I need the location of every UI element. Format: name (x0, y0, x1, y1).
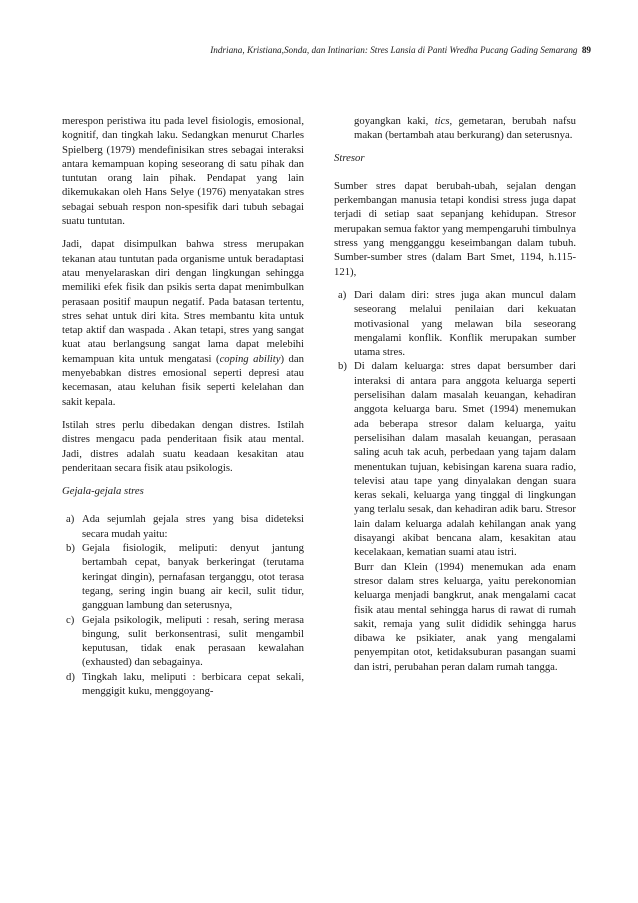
symptom-list (62, 512, 304, 698)
text-run: ) dan menyebabkan distres emosional seperti depresi atau kecemasan, atau keluhan fisik seperti kelelahan dan sakit kepala. (62, 352, 304, 408)
running-title: Indriana, Kristiana,Sonda, dan Intinarian: Stres Lansia di Panti Wredha Pucang Gading Semarang (210, 45, 578, 55)
italic-term: coping ability (219, 352, 281, 365)
section-heading-gejala: Gejala-gejala stres (62, 485, 144, 498)
list-continuation (334, 114, 576, 143)
italic-term: tics (434, 115, 450, 127)
list-label: b) (66, 542, 75, 555)
list-text: Gejala fisiologik, meliputi: denyut jantung bertambah cepat, banyak berkeringat (terutama keringat dingin), pernafasan terganggu, otot terasa tegang, sering ingin buang air kecil, sulit tidur, gangguan lambung dan seterusnya, (82, 542, 304, 612)
list-text: Burr dan Klein (1994) menemukan ada enam stresor dalam stres keluarga, yaitu perekonomian keluarga menjadi bangkrut, anak mengalami cacat fisik atau mental sehingga harus di rawat di rumah sakit, remaja yang sulit dididik sehingga harus dibawa ke psikiater, anak yang mengalami penyempitan otot, ketidaksuburan pasangan suami dan istri, perubahan peran dalam rumah tangga. (354, 560, 576, 673)
paragraph: Sumber stres dapat berubah-ubah, sejalan dengan perkembangan manusia tetapi kondisi stress juga dapat terjadi di setiap saat sepanjang kehidupan. Stresor merupakan semua faktor yang mempengaruhi timbulnya stress yang mengganggu keseimbangan dalam tubuh. Sumber-sumber stres (dalam Bart Smet, 1194, h.115-121), (334, 179, 576, 278)
list-item (62, 670, 304, 699)
list-label: c) (66, 613, 75, 626)
right-column (334, 114, 576, 674)
list-item (62, 512, 304, 541)
paragraph (62, 237, 304, 409)
section-heading-stresor: Stresor (334, 151, 365, 164)
list-text: Dari dalam diri: stres juga akan muncul dalam seseorang melalui penilaian dari kekuatan motivasional yang melawan bila seseorang mengalami konflik. Konflik merupakan sumber utama stres. (354, 288, 576, 359)
paragraph: Istilah stres perlu dibedakan dengan distres. Istilah distres mengacu pada penderitaan fisik atau mental. Jadi, distres adalah suatu keadaan kesakitan atau penderitaan secara fisik atau psikologis. (62, 418, 304, 474)
list-label: a) (338, 288, 347, 301)
stressor-list (334, 288, 576, 674)
left-column (62, 114, 304, 698)
text-run: goyangkan kaki, (354, 115, 435, 127)
list-text: Gejala psikologik, meliputi : resah, sering merasa bingung, sulit berkonsentrasi, sulit mengambil keputusan, tidak enak perasaan kewalahan (exhausted) dan sebagainya. (82, 613, 304, 669)
text-run: , gemetaran, berubah nafsu makan (bertambah atau berkurang) dan seterusnya. (354, 115, 577, 142)
list-item (62, 541, 304, 612)
list-text: Ada sejumlah gejala stres yang bisa dideteksi secara mudah yaitu: (82, 513, 304, 540)
list-text: Di dalam keluarga: stres dapat bersumber dari interaksi di antara para anggota keluarga seperti perselisihan dalam masalah keuangan, kehadiran anggota keluarga baru. Smet (1994) menemukan ada beberapa stresor dalam keluarga, yaitu perselisihan dalam masalah keuangan, perasaan saling acuh tak acuh, perbedaan yang tajam dalam menentukan tujuan, kebisingan karena suara radio, televisi atau tape yang dinyalakan dengan suara keras sekali, keluarga yang tinggal di lingkungan yang terlalu sesak, dan kehadiran adik baru. Stresor lain dalam keluarga adalah kehilangan anak yang disayangi akibat bencana alam, kesakitan atau kecelakaan, kematian suami atau istri. (354, 360, 576, 559)
running-header (96, 44, 591, 56)
page-number: 89 (581, 45, 591, 55)
list-label: b) (338, 360, 347, 373)
list-label: d) (66, 670, 75, 683)
list-item (334, 359, 576, 674)
list-label: a) (66, 513, 75, 526)
list-item (62, 613, 304, 670)
text-run: Jadi, dapat disimpulkan bahwa stress merupakan tekanan atau tuntutan pada organisme untuk beradaptasi atau menyelaraskan diri dengan lingkungan sehingga memiliki efek fisik dan psikis serta dapat menimbulkan perasaan positif maupun negatif. Pada batasan tertentu, stres sehat untuk diri kita. Stres membantu kita untuk tetap aktif dan waspada . Akan tetapi, stres yang sangat kuat atau berlangsung sangat lama dapat melebihi kemampuan kita untuk mengatasi ( (62, 238, 304, 365)
list-item (334, 288, 576, 359)
list-text: Tingkah laku, meliputi : berbicara cepat sekali, menggigit kuku, menggoyang- (82, 670, 304, 697)
paragraph: merespon peristiwa itu pada level fisiologis, emosional, kognitif, dan tingkah laku. Sedangkan menurut Charles Spielberg (1979) mendefinisikan stres sebagai interaksi antara kemampuan koping seseorang di satu pihak dan tuntutan orang lain pihak. Pendapat yang lain dikemukakan oleh Hans Selye (1976) menyatakan stres sebagai sebuah respon non-spesifik dari tubuh sebagai suatu tuntutan. (62, 115, 304, 228)
